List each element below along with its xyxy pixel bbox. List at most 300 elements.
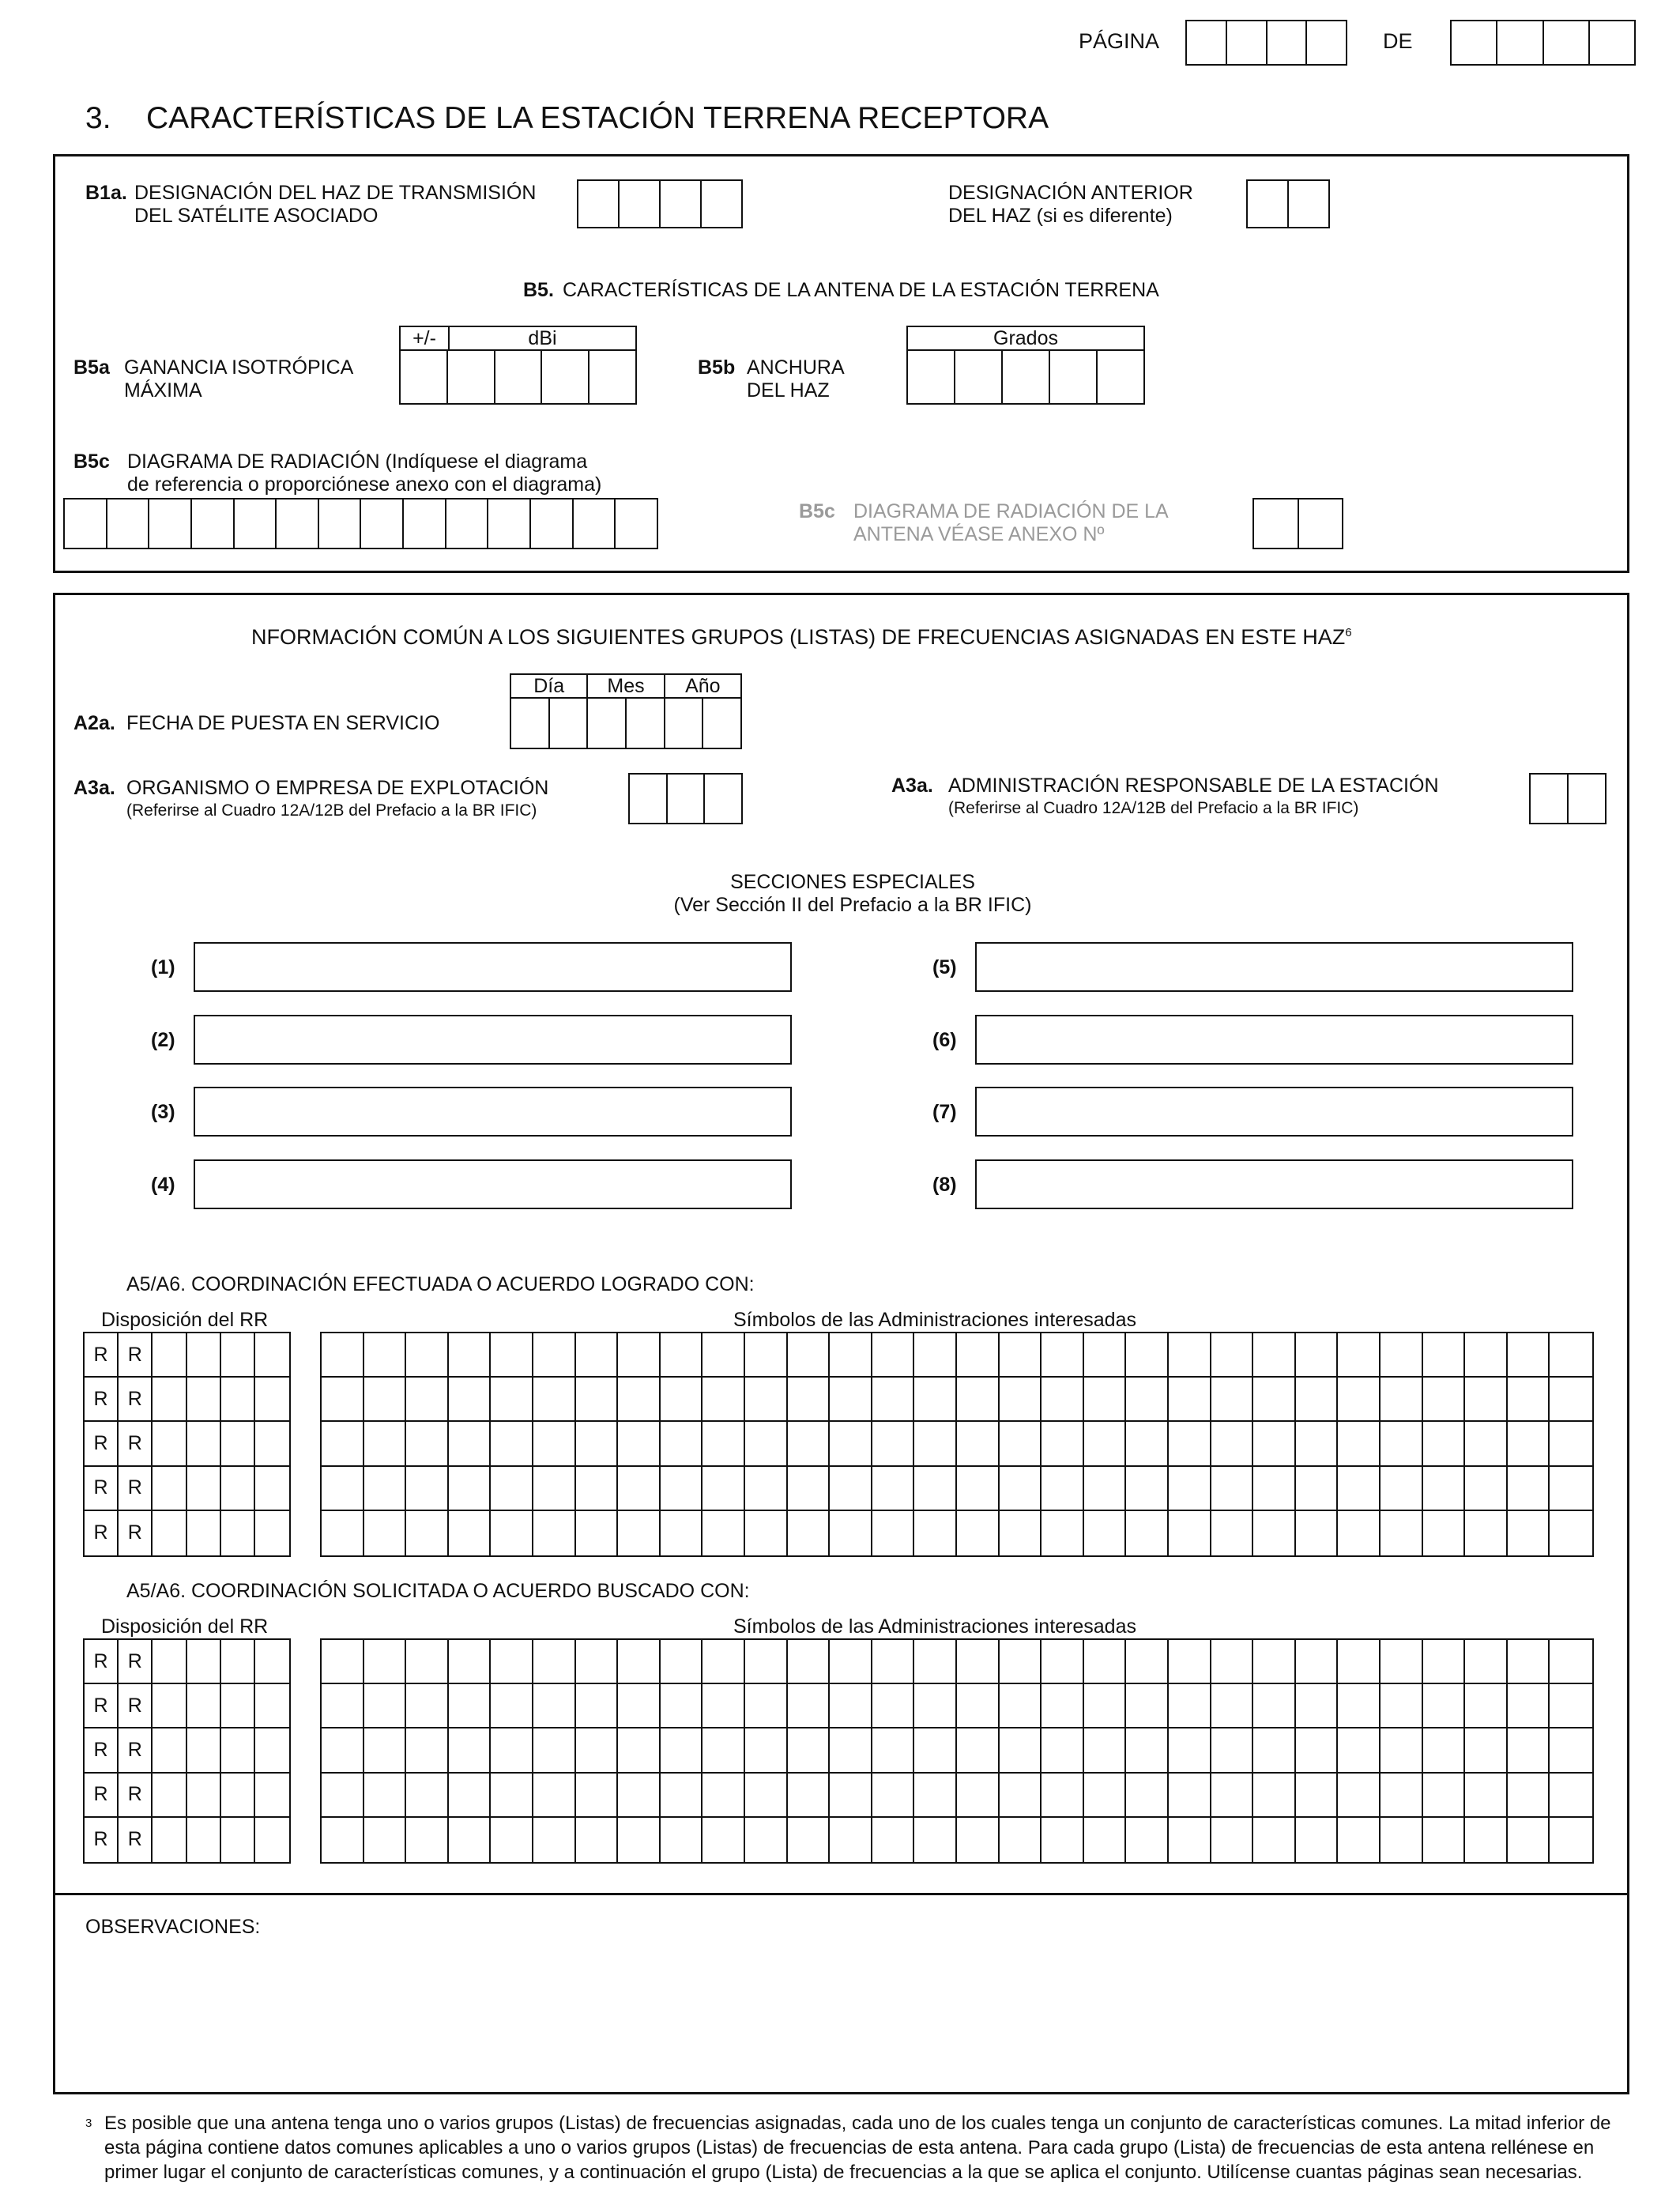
admin-symbol-cell[interactable] [1296, 1684, 1339, 1728]
admin-symbol-cell[interactable] [1550, 1818, 1592, 1862]
admin-symbol-cell[interactable] [1211, 1378, 1254, 1422]
admin-symbol-cell[interactable] [745, 1774, 788, 1818]
admin-symbol-cell[interactable] [1338, 1378, 1381, 1422]
admin-symbol-cell[interactable] [1423, 1728, 1466, 1773]
admin-symbol-cell[interactable] [1126, 1378, 1169, 1422]
admin-symbol-cell[interactable] [406, 1333, 449, 1378]
rr-provision-cell[interactable] [221, 1640, 255, 1684]
admin-symbol-cell[interactable] [1465, 1728, 1508, 1773]
admin-symbol-cell[interactable] [1465, 1378, 1508, 1422]
special-field-5[interactable] [975, 942, 1573, 992]
admin-symbol-cell[interactable] [703, 1422, 745, 1466]
rr-provision-cell[interactable] [153, 1640, 186, 1684]
rr-letter-cell[interactable]: R [119, 1728, 153, 1773]
admin-symbol-cell[interactable] [406, 1378, 449, 1422]
admin-symbol-cell[interactable] [703, 1511, 745, 1555]
admin-symbol-cell[interactable] [1550, 1728, 1592, 1773]
rr-letter-cell[interactable]: R [119, 1818, 153, 1862]
admin-symbol-cell[interactable] [618, 1728, 661, 1773]
admin-symbol-cell[interactable] [1423, 1818, 1466, 1862]
admin-symbol-cell[interactable] [745, 1333, 788, 1378]
admin-symbol-cell[interactable] [830, 1467, 872, 1511]
rr-provision-cell[interactable] [221, 1684, 255, 1728]
admin-symbol-cell[interactable] [788, 1774, 831, 1818]
admin-symbol-cell[interactable] [703, 1728, 745, 1773]
admin-symbol-cell[interactable] [1084, 1511, 1127, 1555]
admin-symbol-cell[interactable] [1126, 1728, 1169, 1773]
admin-symbol-cell[interactable] [491, 1467, 533, 1511]
admin-symbol-cell[interactable] [491, 1774, 533, 1818]
a2a-date-boxes[interactable] [510, 697, 742, 749]
previous-designation-boxes[interactable] [1246, 179, 1330, 228]
admin-symbol-cell[interactable] [830, 1378, 872, 1422]
admin-symbol-cell[interactable] [533, 1728, 576, 1773]
admin-symbol-cell[interactable] [1211, 1333, 1254, 1378]
rr-letter-cell[interactable]: R [85, 1333, 119, 1378]
rr-provision-cell[interactable] [187, 1728, 221, 1773]
rr-letter-cell[interactable]: R [119, 1422, 153, 1466]
admin-symbol-cell[interactable] [745, 1818, 788, 1862]
b1a-beam-designation-boxes[interactable] [577, 179, 743, 228]
admin-symbol-cell[interactable] [618, 1422, 661, 1466]
admin-symbol-cell[interactable] [1338, 1511, 1381, 1555]
admin-symbol-cell[interactable] [406, 1467, 449, 1511]
admin-symbol-cell[interactable] [1508, 1818, 1550, 1862]
admin-symbol-cell[interactable] [1423, 1511, 1466, 1555]
admin-symbol-cell[interactable] [322, 1511, 364, 1555]
rr-letter-cell[interactable]: R [85, 1422, 119, 1466]
admin-symbol-cell[interactable] [1000, 1774, 1042, 1818]
rr-letter-cell[interactable]: R [119, 1684, 153, 1728]
admin-symbol-cell[interactable] [1338, 1467, 1381, 1511]
admin-symbol-cell[interactable] [1423, 1684, 1466, 1728]
admin-symbol-cell[interactable] [1084, 1333, 1127, 1378]
admin-symbol-cell[interactable] [1550, 1774, 1592, 1818]
admin-symbol-cell[interactable] [1296, 1511, 1339, 1555]
admin-symbol-cell[interactable] [1465, 1640, 1508, 1684]
admin-symbol-cell[interactable] [322, 1333, 364, 1378]
admin-symbol-cell[interactable] [449, 1684, 492, 1728]
a3a-operator-boxes[interactable] [628, 773, 743, 824]
admin-symbol-cell[interactable] [1381, 1774, 1423, 1818]
page-total-boxes[interactable] [1450, 20, 1636, 66]
admin-symbol-cell[interactable] [491, 1640, 533, 1684]
admin-symbol-cell[interactable] [872, 1728, 915, 1773]
admin-symbol-cell[interactable] [661, 1333, 703, 1378]
admin-symbol-cell[interactable] [788, 1818, 831, 1862]
admin-symbol-cell[interactable] [957, 1467, 1000, 1511]
admin-symbol-cell[interactable] [788, 1467, 831, 1511]
admin-symbol-cell[interactable] [533, 1422, 576, 1466]
admin-symbol-cell[interactable] [872, 1640, 915, 1684]
admin-symbol-cell[interactable] [1296, 1640, 1339, 1684]
admin-symbol-cell[interactable] [1126, 1333, 1169, 1378]
admin-symbol-cell[interactable] [449, 1728, 492, 1773]
admin-symbol-cell[interactable] [1084, 1378, 1127, 1422]
rr-provision-cell[interactable] [255, 1467, 289, 1511]
rr-provision-cell[interactable] [153, 1467, 186, 1511]
admin-symbol-cell[interactable] [703, 1467, 745, 1511]
admin-symbol-cell[interactable] [1084, 1728, 1127, 1773]
admin-symbol-cell[interactable] [449, 1511, 492, 1555]
admin-symbol-cell[interactable] [576, 1818, 619, 1862]
admin-symbol-cell[interactable] [406, 1684, 449, 1728]
admin-symbol-cell[interactable] [533, 1333, 576, 1378]
rr-letter-cell[interactable]: R [85, 1378, 119, 1422]
admin-symbol-cell[interactable] [1296, 1774, 1339, 1818]
admin-symbol-cell[interactable] [1253, 1378, 1296, 1422]
admin-symbol-cell[interactable] [661, 1511, 703, 1555]
admin-symbol-cell[interactable] [1042, 1378, 1084, 1422]
admin-symbol-cell[interactable] [914, 1640, 957, 1684]
admin-symbol-cell[interactable] [322, 1774, 364, 1818]
rr-letter-cell[interactable]: R [85, 1467, 119, 1511]
admin-symbol-cell[interactable] [957, 1511, 1000, 1555]
admin-symbol-cell[interactable] [1126, 1467, 1169, 1511]
admin-symbol-cell[interactable] [661, 1818, 703, 1862]
rr-letter-cell[interactable]: R [85, 1774, 119, 1818]
admin-symbol-cell[interactable] [872, 1378, 915, 1422]
admin-symbol-cell[interactable] [491, 1818, 533, 1862]
admin-symbol-cell[interactable] [1381, 1728, 1423, 1773]
admin-symbol-cell[interactable] [703, 1333, 745, 1378]
admin-symbol-cell[interactable] [703, 1640, 745, 1684]
admin-symbol-cell[interactable] [1550, 1511, 1592, 1555]
admin-symbol-cell[interactable] [914, 1728, 957, 1773]
rr-letter-cell[interactable]: R [85, 1640, 119, 1684]
admin-symbol-cell[interactable] [1084, 1640, 1127, 1684]
admin-symbol-cell[interactable] [1338, 1818, 1381, 1862]
rr-provision-cell[interactable] [221, 1333, 255, 1378]
admin-symbol-cell[interactable] [618, 1467, 661, 1511]
admin-symbol-cell[interactable] [788, 1378, 831, 1422]
admin-symbol-cell[interactable] [1508, 1511, 1550, 1555]
admin-symbol-cell[interactable] [1508, 1333, 1550, 1378]
admin-symbol-cell[interactable] [1169, 1467, 1211, 1511]
admin-symbol-cell[interactable] [957, 1640, 1000, 1684]
admin-symbol-cell[interactable] [914, 1467, 957, 1511]
admin-symbol-cell[interactable] [1169, 1378, 1211, 1422]
admin-symbol-cell[interactable] [1465, 1774, 1508, 1818]
admin-symbol-cell[interactable] [1084, 1818, 1127, 1862]
admin-symbol-cell[interactable] [491, 1422, 533, 1466]
admin-symbol-cell[interactable] [1126, 1774, 1169, 1818]
admin-symbol-cell[interactable] [1211, 1511, 1254, 1555]
admin-symbol-cell[interactable] [1550, 1333, 1592, 1378]
admin-symbol-cell[interactable] [914, 1818, 957, 1862]
admin-symbol-cell[interactable] [1000, 1684, 1042, 1728]
admin-symbol-cell[interactable] [872, 1818, 915, 1862]
rr-provision-cell[interactable] [221, 1378, 255, 1422]
rr-provision-cell[interactable] [255, 1684, 289, 1728]
admin-symbol-cell[interactable] [1465, 1684, 1508, 1728]
a3a-admin-boxes[interactable] [1529, 773, 1607, 824]
admin-symbol-cell[interactable] [533, 1378, 576, 1422]
admin-symbol-cell[interactable] [533, 1818, 576, 1862]
admin-symbol-cell[interactable] [745, 1511, 788, 1555]
admin-symbol-cell[interactable] [533, 1774, 576, 1818]
admin-symbol-cell[interactable] [957, 1774, 1000, 1818]
admin-symbol-cell[interactable] [533, 1684, 576, 1728]
rr-provision-cell[interactable] [187, 1511, 221, 1555]
admin-symbol-cell[interactable] [1253, 1333, 1296, 1378]
rr-provision-cell[interactable] [221, 1774, 255, 1818]
admin-symbol-cell[interactable] [364, 1422, 407, 1466]
admin-symbol-cell[interactable] [449, 1467, 492, 1511]
admin-symbol-cell[interactable] [1042, 1728, 1084, 1773]
admin-symbol-cell[interactable] [618, 1818, 661, 1862]
admin-symbol-cell[interactable] [661, 1378, 703, 1422]
admin-symbol-cell[interactable] [618, 1774, 661, 1818]
rr-letter-cell[interactable]: R [85, 1818, 119, 1862]
admin-symbol-cell[interactable] [576, 1378, 619, 1422]
admin-symbol-cell[interactable] [491, 1378, 533, 1422]
admin-symbol-cell[interactable] [322, 1640, 364, 1684]
special-field-2[interactable] [194, 1015, 792, 1065]
coordination-requested-admin-grid[interactable] [320, 1638, 1594, 1864]
admin-symbol-cell[interactable] [322, 1467, 364, 1511]
rr-provision-cell[interactable] [221, 1511, 255, 1555]
admin-symbol-cell[interactable] [1253, 1511, 1296, 1555]
admin-symbol-cell[interactable] [830, 1684, 872, 1728]
admin-symbol-cell[interactable] [322, 1378, 364, 1422]
rr-provision-cell[interactable] [187, 1378, 221, 1422]
rr-provision-cell[interactable] [153, 1684, 186, 1728]
admin-symbol-cell[interactable] [576, 1684, 619, 1728]
admin-symbol-cell[interactable] [1211, 1684, 1254, 1728]
admin-symbol-cell[interactable] [1550, 1422, 1592, 1466]
admin-symbol-cell[interactable] [1169, 1640, 1211, 1684]
admin-symbol-cell[interactable] [914, 1774, 957, 1818]
admin-symbol-cell[interactable] [1000, 1378, 1042, 1422]
admin-symbol-cell[interactable] [618, 1378, 661, 1422]
rr-provision-cell[interactable] [153, 1333, 186, 1378]
admin-symbol-cell[interactable] [1550, 1684, 1592, 1728]
rr-letter-cell[interactable]: R [85, 1684, 119, 1728]
admin-symbol-cell[interactable] [1169, 1684, 1211, 1728]
admin-symbol-cell[interactable] [449, 1640, 492, 1684]
rr-provision-cell[interactable] [187, 1818, 221, 1862]
rr-provision-cell[interactable] [187, 1684, 221, 1728]
admin-symbol-cell[interactable] [576, 1774, 619, 1818]
admin-symbol-cell[interactable] [1211, 1774, 1254, 1818]
admin-symbol-cell[interactable] [406, 1774, 449, 1818]
admin-symbol-cell[interactable] [1508, 1378, 1550, 1422]
admin-symbol-cell[interactable] [1042, 1640, 1084, 1684]
admin-symbol-cell[interactable] [322, 1422, 364, 1466]
rr-provision-cell[interactable] [187, 1640, 221, 1684]
admin-symbol-cell[interactable] [914, 1511, 957, 1555]
admin-symbol-cell[interactable] [449, 1818, 492, 1862]
admin-symbol-cell[interactable] [576, 1422, 619, 1466]
admin-symbol-cell[interactable] [322, 1684, 364, 1728]
admin-symbol-cell[interactable] [1084, 1684, 1127, 1728]
admin-symbol-cell[interactable] [872, 1467, 915, 1511]
admin-symbol-cell[interactable] [788, 1422, 831, 1466]
rr-provision-cell[interactable] [153, 1422, 186, 1466]
admin-symbol-cell[interactable] [364, 1467, 407, 1511]
admin-symbol-cell[interactable] [830, 1640, 872, 1684]
admin-symbol-cell[interactable] [1169, 1818, 1211, 1862]
admin-symbol-cell[interactable] [618, 1640, 661, 1684]
admin-symbol-cell[interactable] [406, 1818, 449, 1862]
admin-symbol-cell[interactable] [1126, 1640, 1169, 1684]
admin-symbol-cell[interactable] [491, 1333, 533, 1378]
admin-symbol-cell[interactable] [788, 1640, 831, 1684]
admin-symbol-cell[interactable] [661, 1422, 703, 1466]
rr-provision-cell[interactable] [187, 1467, 221, 1511]
b5b-beamwidth-boxes[interactable] [906, 349, 1145, 405]
admin-symbol-cell[interactable] [1465, 1422, 1508, 1466]
special-field-8[interactable] [975, 1159, 1573, 1209]
admin-symbol-cell[interactable] [1423, 1467, 1466, 1511]
rr-provision-cell[interactable] [187, 1774, 221, 1818]
admin-symbol-cell[interactable] [364, 1640, 407, 1684]
admin-symbol-cell[interactable] [491, 1728, 533, 1773]
admin-symbol-cell[interactable] [1381, 1818, 1423, 1862]
admin-symbol-cell[interactable] [1508, 1467, 1550, 1511]
rr-provision-cell[interactable] [153, 1511, 186, 1555]
admin-symbol-cell[interactable] [1169, 1774, 1211, 1818]
admin-symbol-cell[interactable] [1550, 1378, 1592, 1422]
admin-symbol-cell[interactable] [1253, 1728, 1296, 1773]
observations-field[interactable] [63, 1944, 1618, 2083]
special-field-6[interactable] [975, 1015, 1573, 1065]
admin-symbol-cell[interactable] [1381, 1467, 1423, 1511]
special-field-4[interactable] [194, 1159, 792, 1209]
admin-symbol-cell[interactable] [576, 1728, 619, 1773]
admin-symbol-cell[interactable] [1000, 1728, 1042, 1773]
admin-symbol-cell[interactable] [1253, 1818, 1296, 1862]
admin-symbol-cell[interactable] [872, 1333, 915, 1378]
admin-symbol-cell[interactable] [1126, 1422, 1169, 1466]
admin-symbol-cell[interactable] [788, 1511, 831, 1555]
admin-symbol-cell[interactable] [1338, 1774, 1381, 1818]
admin-symbol-cell[interactable] [1000, 1467, 1042, 1511]
admin-symbol-cell[interactable] [703, 1774, 745, 1818]
rr-provision-cell[interactable] [187, 1422, 221, 1466]
admin-symbol-cell[interactable] [1423, 1640, 1466, 1684]
admin-symbol-cell[interactable] [1169, 1333, 1211, 1378]
admin-symbol-cell[interactable] [449, 1333, 492, 1378]
admin-symbol-cell[interactable] [830, 1728, 872, 1773]
admin-symbol-cell[interactable] [364, 1511, 407, 1555]
admin-symbol-cell[interactable] [576, 1467, 619, 1511]
admin-symbol-cell[interactable] [1000, 1333, 1042, 1378]
admin-symbol-cell[interactable] [364, 1333, 407, 1378]
admin-symbol-cell[interactable] [618, 1511, 661, 1555]
admin-symbol-cell[interactable] [957, 1333, 1000, 1378]
admin-symbol-cell[interactable] [1211, 1422, 1254, 1466]
admin-symbol-cell[interactable] [1084, 1774, 1127, 1818]
admin-symbol-cell[interactable] [830, 1774, 872, 1818]
admin-symbol-cell[interactable] [1253, 1684, 1296, 1728]
rr-provision-cell[interactable] [255, 1511, 289, 1555]
rr-provision-cell[interactable] [221, 1467, 255, 1511]
b5c-pattern-boxes[interactable] [63, 498, 658, 549]
admin-symbol-cell[interactable] [1296, 1818, 1339, 1862]
admin-symbol-cell[interactable] [1000, 1818, 1042, 1862]
admin-symbol-cell[interactable] [872, 1774, 915, 1818]
admin-symbol-cell[interactable] [1000, 1422, 1042, 1466]
admin-symbol-cell[interactable] [1042, 1818, 1084, 1862]
admin-symbol-cell[interactable] [1381, 1378, 1423, 1422]
admin-symbol-cell[interactable] [1465, 1511, 1508, 1555]
admin-symbol-cell[interactable] [576, 1640, 619, 1684]
rr-letter-cell[interactable]: R [119, 1467, 153, 1511]
admin-symbol-cell[interactable] [1042, 1684, 1084, 1728]
admin-symbol-cell[interactable] [830, 1333, 872, 1378]
admin-symbol-cell[interactable] [364, 1378, 407, 1422]
admin-symbol-cell[interactable] [745, 1684, 788, 1728]
admin-symbol-cell[interactable] [703, 1684, 745, 1728]
admin-symbol-cell[interactable] [1338, 1422, 1381, 1466]
admin-symbol-cell[interactable] [1338, 1333, 1381, 1378]
admin-symbol-cell[interactable] [1042, 1511, 1084, 1555]
admin-symbol-cell[interactable] [830, 1818, 872, 1862]
rr-provision-cell[interactable] [153, 1774, 186, 1818]
admin-symbol-cell[interactable] [491, 1684, 533, 1728]
admin-symbol-cell[interactable] [533, 1640, 576, 1684]
admin-symbol-cell[interactable] [745, 1378, 788, 1422]
admin-symbol-cell[interactable] [872, 1511, 915, 1555]
rr-provision-cell[interactable] [255, 1774, 289, 1818]
rr-provision-cell[interactable] [255, 1378, 289, 1422]
admin-symbol-cell[interactable] [1296, 1467, 1339, 1511]
rr-letter-cell[interactable]: R [119, 1378, 153, 1422]
coordination-done-admin-grid[interactable] [320, 1332, 1594, 1557]
admin-symbol-cell[interactable] [957, 1684, 1000, 1728]
admin-symbol-cell[interactable] [1423, 1422, 1466, 1466]
admin-symbol-cell[interactable] [449, 1774, 492, 1818]
admin-symbol-cell[interactable] [1381, 1511, 1423, 1555]
admin-symbol-cell[interactable] [1381, 1684, 1423, 1728]
admin-symbol-cell[interactable] [1381, 1422, 1423, 1466]
admin-symbol-cell[interactable] [1253, 1467, 1296, 1511]
admin-symbol-cell[interactable] [1126, 1818, 1169, 1862]
admin-symbol-cell[interactable] [406, 1728, 449, 1773]
rr-provision-cell[interactable] [255, 1640, 289, 1684]
admin-symbol-cell[interactable] [1381, 1333, 1423, 1378]
rr-provision-cell[interactable] [255, 1333, 289, 1378]
admin-symbol-cell[interactable] [745, 1422, 788, 1466]
admin-symbol-cell[interactable] [322, 1818, 364, 1862]
admin-symbol-cell[interactable] [491, 1511, 533, 1555]
admin-symbol-cell[interactable] [745, 1728, 788, 1773]
admin-symbol-cell[interactable] [1508, 1728, 1550, 1773]
admin-symbol-cell[interactable] [364, 1684, 407, 1728]
admin-symbol-cell[interactable] [703, 1378, 745, 1422]
admin-symbol-cell[interactable] [1169, 1728, 1211, 1773]
admin-symbol-cell[interactable] [1211, 1728, 1254, 1773]
rr-provision-cell[interactable] [221, 1422, 255, 1466]
rr-provision-cell[interactable] [187, 1333, 221, 1378]
admin-symbol-cell[interactable] [1338, 1640, 1381, 1684]
admin-symbol-cell[interactable] [618, 1684, 661, 1728]
admin-symbol-cell[interactable] [1042, 1774, 1084, 1818]
admin-symbol-cell[interactable] [745, 1467, 788, 1511]
b5a-gain-boxes[interactable] [399, 349, 637, 405]
admin-symbol-cell[interactable] [364, 1818, 407, 1862]
admin-symbol-cell[interactable] [1211, 1818, 1254, 1862]
admin-symbol-cell[interactable] [957, 1422, 1000, 1466]
admin-symbol-cell[interactable] [914, 1684, 957, 1728]
admin-symbol-cell[interactable] [745, 1640, 788, 1684]
rr-provision-cell[interactable] [221, 1728, 255, 1773]
admin-symbol-cell[interactable] [1465, 1818, 1508, 1862]
admin-symbol-cell[interactable] [1508, 1774, 1550, 1818]
admin-symbol-cell[interactable] [1550, 1640, 1592, 1684]
